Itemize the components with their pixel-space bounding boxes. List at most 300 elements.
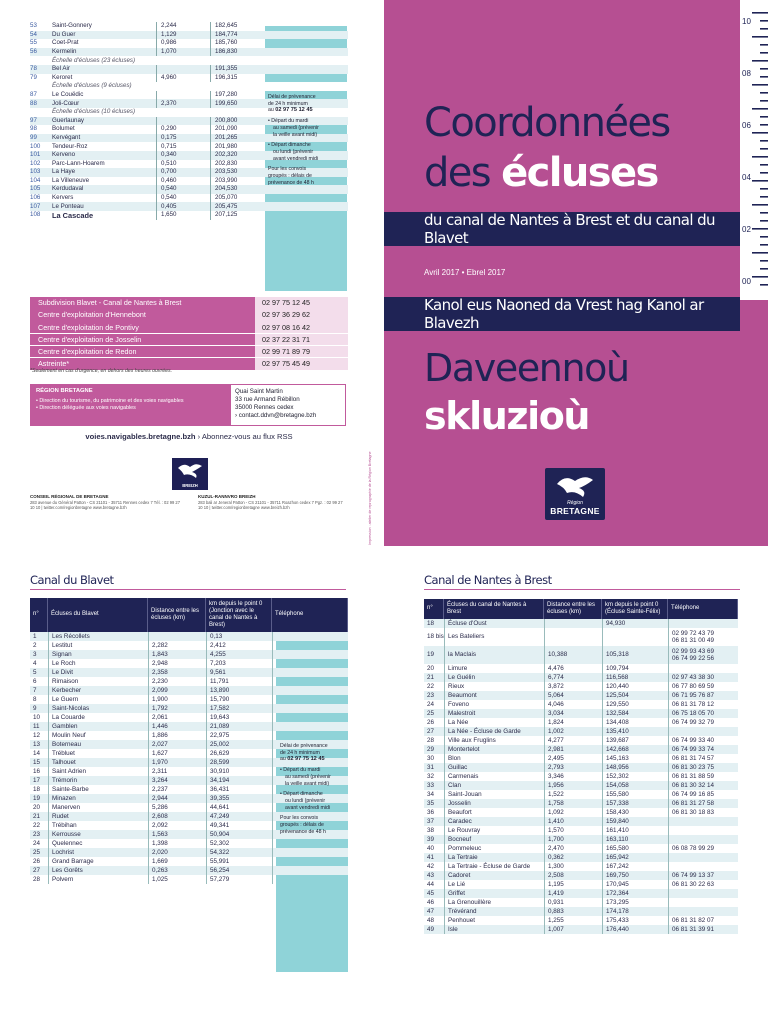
- contact-row: [30, 309, 348, 321]
- phone-number[interactable]: 02 99 93 43 69: [672, 647, 715, 655]
- footnote: *Seulement en cas d'urgence, en dehors des heures ouvrées.: [30, 368, 173, 374]
- lock-phone[interactable]: [668, 664, 738, 673]
- lock-phone[interactable]: [668, 700, 738, 709]
- lock-distance: 1,700: [544, 835, 602, 844]
- lock-km: 7,203: [206, 659, 272, 668]
- lock-distance: 2,092: [148, 821, 206, 830]
- table-row: [424, 646, 738, 664]
- cover-title-fr-line1: Coordonnées: [424, 100, 670, 146]
- table-row: [30, 641, 348, 650]
- lock-distance: [544, 619, 602, 628]
- lock-phone[interactable]: [668, 871, 738, 880]
- lock-km: 116,568: [602, 673, 668, 682]
- gauge-tick: [760, 140, 768, 142]
- lock-name: Limure: [444, 664, 544, 673]
- lock-number: 54: [30, 30, 37, 38]
- ladder-label: Échelle d'écluses (9 écluses): [52, 82, 132, 90]
- section-divider: [424, 589, 740, 590]
- lock-name: Kermelin: [52, 47, 77, 55]
- lock-distance: 4,277: [544, 736, 602, 745]
- lock-phone[interactable]: [668, 889, 738, 898]
- lock-km: 120,440: [602, 682, 668, 691]
- lock-number: 8: [33, 695, 37, 703]
- gauge-tick: [752, 204, 768, 206]
- table-row: [30, 632, 348, 641]
- lock-km: 52,302: [206, 839, 272, 848]
- lock-number: 104: [30, 176, 41, 184]
- lock-name: Isle: [444, 925, 544, 934]
- lock-phone: [272, 632, 348, 641]
- lock-phone[interactable]: [668, 808, 738, 817]
- lock-phone[interactable]: [668, 781, 738, 790]
- lock-name: Talhouet: [48, 758, 148, 767]
- phone-number[interactable]: 06 81 31 00 49: [672, 636, 715, 644]
- lock-number: 17: [33, 776, 41, 784]
- lock-distance: 2,099: [148, 686, 206, 695]
- lock-phone[interactable]: [668, 880, 738, 889]
- lock-phone[interactable]: [668, 817, 738, 826]
- lock-distance: 2,282: [148, 641, 206, 650]
- lock-distance: 1,092: [544, 808, 602, 817]
- lock-phone[interactable]: [668, 754, 738, 763]
- lock-phone[interactable]: [668, 853, 738, 862]
- lock-km: 17,582: [206, 704, 272, 713]
- blavet-section-title: Canal du Blavet: [30, 573, 114, 587]
- phone-number[interactable]: 06 74 99 32 79: [672, 718, 715, 726]
- lock-number: 24: [33, 839, 41, 847]
- contact-phone[interactable]: 02 97 75 12 45: [255, 297, 348, 309]
- lock-phone[interactable]: [668, 925, 738, 934]
- lock-number: 2: [33, 641, 37, 649]
- contact-phone[interactable]: 02 97 36 29 62: [255, 309, 348, 321]
- lock-distance: 1,669: [148, 857, 206, 866]
- lock-km: 197,280: [210, 91, 264, 100]
- table-row: [30, 211, 348, 220]
- gauge-tick: [752, 132, 768, 134]
- lock-distance: 1,522: [544, 790, 602, 799]
- gauge-tick: [752, 156, 768, 158]
- gauge-label: 00: [742, 277, 751, 286]
- lock-km: 152,302: [602, 772, 668, 781]
- contact-phone[interactable]: 02 97 75 45 49: [255, 358, 348, 370]
- lock-number: 27: [427, 727, 435, 735]
- gauge-label: 02: [742, 225, 751, 234]
- column-header: km depuis le point 0 (Jonction avec le canal de Nantes à Brest): [206, 598, 272, 632]
- phone-number[interactable]: 02 97 43 38 30: [672, 673, 715, 681]
- table-row: [30, 695, 348, 704]
- lock-number: 19: [33, 794, 41, 802]
- lock-distance: [156, 65, 210, 74]
- lock-km: 172,364: [602, 889, 668, 898]
- lock-km: 158,430: [602, 808, 668, 817]
- lock-phone[interactable]: [668, 673, 738, 682]
- cover-subtitle-br: Kanol eus Naoned da Vrest hag Kanol ar Blavezh: [384, 297, 740, 331]
- lock-name: Le Couëdic: [52, 90, 84, 98]
- column-header: Distance entre les écluses (km): [148, 598, 206, 632]
- lock-phone[interactable]: [668, 826, 738, 835]
- lock-phone[interactable]: [668, 619, 738, 628]
- lock-number: 53: [30, 22, 37, 30]
- table-header: [424, 599, 738, 619]
- lock-km: 203,990: [210, 177, 264, 186]
- lock-distance: 2,244: [156, 22, 210, 31]
- lock-km: 134,408: [602, 718, 668, 727]
- lock-phone: [272, 695, 348, 704]
- lock-km: 57,279: [206, 875, 272, 884]
- lock-phone[interactable]: [668, 745, 738, 754]
- lock-km: 39,355: [206, 794, 272, 803]
- lock-distance: 1,758: [544, 799, 602, 808]
- lock-name: Guerlaunay: [52, 116, 84, 124]
- lock-km: 196,315: [210, 74, 264, 83]
- table-row: [424, 925, 738, 934]
- lock-distance: 2,020: [148, 848, 206, 857]
- lock-km: 174,178: [602, 907, 668, 916]
- table-row: [424, 736, 738, 745]
- lock-distance: 2,230: [148, 677, 206, 686]
- table-row: [424, 880, 738, 889]
- lock-distance: 1,255: [544, 916, 602, 925]
- lock-name: Trévérand: [444, 907, 544, 916]
- lock-name: Ville aux Fruglins: [444, 736, 544, 745]
- lock-name: Bocneuf: [444, 835, 544, 844]
- lock-km: 25,002: [206, 740, 272, 749]
- cover-title-br-line1: Daveennoù: [424, 346, 629, 390]
- lock-name: Kerdudaval: [52, 185, 84, 193]
- lock-distance: 6,774: [544, 673, 602, 682]
- lock-distance: 2,370: [156, 99, 210, 108]
- lock-name: La Villeneuve: [52, 176, 90, 184]
- lock-number: 5: [33, 668, 37, 676]
- lock-km: 165,580: [602, 844, 668, 853]
- lock-phone[interactable]: [668, 898, 738, 907]
- lock-name: Du Guer: [52, 30, 76, 38]
- lock-km: 199,650: [210, 99, 264, 108]
- lock-name: La Tertraie: [444, 853, 544, 862]
- lock-name: La Née: [444, 718, 544, 727]
- lock-name: Le Guern: [48, 695, 148, 704]
- lock-distance: 2,793: [544, 763, 602, 772]
- lock-name: Saint-Jouan: [444, 790, 544, 799]
- phone-number[interactable]: 06 81 30 32 14: [672, 781, 715, 789]
- lock-phone[interactable]: [668, 691, 738, 700]
- phone-number[interactable]: 06 81 30 18 83: [672, 808, 715, 816]
- lock-number: 21: [33, 812, 41, 820]
- lock-distance: 5,286: [148, 803, 206, 812]
- table-row: [30, 668, 348, 677]
- lock-name: Rimaison: [48, 677, 148, 686]
- lock-distance: 2,608: [148, 812, 206, 821]
- lock-distance: 1,886: [148, 731, 206, 740]
- gauge-tick: [752, 180, 768, 182]
- lock-phone[interactable]: [668, 862, 738, 871]
- phone-number[interactable]: 06 77 80 69 59: [672, 682, 715, 690]
- lock-number: 108: [30, 211, 41, 219]
- table-row: [424, 808, 738, 817]
- lock-name: Parc-Lann-Hoarem: [52, 159, 105, 167]
- table-row: [30, 704, 348, 713]
- lock-km: 9,561: [206, 668, 272, 677]
- column-header: Téléphone: [272, 598, 348, 632]
- lock-name: Foveno: [444, 700, 544, 709]
- lock-number: 46: [427, 898, 435, 906]
- lock-distance: 3,346: [544, 772, 602, 781]
- cover-title-fr-line2: des écluses: [424, 150, 658, 196]
- lock-number: 98: [30, 125, 37, 133]
- lock-number: 15: [33, 758, 41, 766]
- gauge-tick: [760, 148, 768, 150]
- lock-name: Le Ponteau: [52, 202, 84, 210]
- table-row: [424, 682, 738, 691]
- lock-distance: 2,470: [544, 844, 602, 853]
- lock-name: Signan: [48, 650, 148, 659]
- phone-number[interactable]: 06 81 31 39 91: [672, 925, 715, 933]
- gauge-tick: [760, 44, 768, 46]
- lock-phone[interactable]: [668, 907, 738, 916]
- lock-phone[interactable]: [668, 736, 738, 745]
- table-row: [30, 731, 348, 740]
- contact-row: [30, 297, 348, 309]
- table-row: [30, 722, 348, 731]
- lock-km: 2,412: [206, 641, 272, 650]
- gauge-tick: [760, 28, 768, 30]
- table-row: [424, 628, 738, 646]
- phone-number[interactable]: 06 08 78 99 29: [672, 844, 715, 852]
- lock-name: Polvern: [48, 875, 148, 884]
- phone-number[interactable]: 06 81 31 82 07: [672, 916, 715, 924]
- lock-name: Saint-Gonnery: [52, 22, 92, 30]
- gauge-tick: [760, 268, 768, 270]
- lock-distance: 0,540: [156, 185, 210, 194]
- table-row: [424, 898, 738, 907]
- lock-name: Trémorin: [48, 776, 148, 785]
- lock-distance: 1,570: [544, 826, 602, 835]
- lock-km: 165,942: [602, 853, 668, 862]
- lock-distance: 1,627: [148, 749, 206, 758]
- lock-distance: 1,129: [156, 31, 210, 40]
- table-row: [30, 185, 348, 194]
- lock-name: Grand Barrage: [48, 857, 148, 866]
- lock-number: 43: [427, 871, 435, 879]
- phone-number[interactable]: 06 81 30 22 63: [672, 880, 715, 888]
- lock-number: 38: [427, 826, 435, 834]
- lock-km: 139,687: [602, 736, 668, 745]
- phone-number[interactable]: 06 81 31 78 12: [672, 700, 715, 708]
- lock-km: 4,255: [206, 650, 272, 659]
- lock-km: 175,433: [602, 916, 668, 925]
- breizh-logo: [172, 458, 208, 490]
- table-row: [30, 839, 348, 848]
- gauge-tick: [760, 68, 768, 70]
- phone-number[interactable]: 02 99 72 43 79: [672, 629, 715, 637]
- gauge-tick: [752, 108, 768, 110]
- lock-distance: 1,792: [148, 704, 206, 713]
- table-row: [424, 853, 738, 862]
- lock-number: 29: [427, 745, 435, 753]
- lock-number: 4: [33, 659, 37, 667]
- lock-phone[interactable]: [668, 763, 738, 772]
- lock-phone[interactable]: [668, 727, 738, 736]
- column-header: Écluses du canal de Nantes à Brest: [444, 599, 544, 619]
- phone-number[interactable]: 06 71 95 76 87: [672, 691, 715, 699]
- gauge-label: 08: [742, 69, 751, 78]
- phone-number[interactable]: 06 74 99 16 85: [672, 790, 715, 798]
- table-row: [424, 772, 738, 781]
- lock-number: 99: [30, 133, 37, 141]
- lock-phone[interactable]: [668, 628, 738, 646]
- table-row: [424, 799, 738, 808]
- lock-number: 34: [427, 790, 435, 798]
- phone-number[interactable]: 06 74 99 22 56: [672, 654, 715, 662]
- lock-km: 201,265: [210, 134, 264, 143]
- lock-name: Moulin Neuf: [48, 731, 148, 740]
- blavet-locks-table: [30, 598, 348, 884]
- table-row: [30, 82, 348, 91]
- lock-distance: [148, 632, 206, 641]
- lock-number: 21: [427, 673, 435, 681]
- contact-phone[interactable]: 02 97 08 16 42: [255, 321, 348, 333]
- table-row: [30, 677, 348, 686]
- lock-phone[interactable]: [668, 916, 738, 925]
- contact-label: Astreinte*: [30, 358, 255, 370]
- rss-link[interactable]: › Abonnez-vous au flux RSS: [195, 432, 293, 441]
- lock-distance: 2,508: [544, 871, 602, 880]
- table-row: [424, 790, 738, 799]
- delay-note: Délai de prévenance de 24 h minimum au 02 97 75 12 45 • Départ du mardi au samedi (prévenir la veille avant midi) • Départ dimanche ou lundi (prévenir avant vendredi midi Pour les convois groupés : délais de prévenance de 48 h: [268, 94, 319, 186]
- phone-number[interactable]: 06 74 99 33 40: [672, 736, 715, 744]
- lock-name: Penhouet: [444, 916, 544, 925]
- lock-phone: [272, 668, 348, 677]
- lock-distance: 1,398: [148, 839, 206, 848]
- lock-phone[interactable]: [668, 835, 738, 844]
- contact-phone[interactable]: 02 37 22 31 71: [255, 334, 348, 346]
- phone-number[interactable]: 06 75 18 05 70: [672, 709, 715, 717]
- lock-number: 20: [33, 803, 41, 811]
- phone-number[interactable]: 06 81 31 27 58: [672, 799, 715, 807]
- lock-distance: 0,460: [156, 177, 210, 186]
- lock-phone[interactable]: [668, 718, 738, 727]
- lock-km: 148,956: [602, 763, 668, 772]
- cover-date: Avril 2017 • Ebrel 2017: [424, 268, 506, 277]
- phone-number[interactable]: 06 81 30 23 75: [672, 763, 715, 771]
- lock-phone: [272, 704, 348, 713]
- lock-phone[interactable]: [668, 646, 738, 664]
- website-link[interactable]: voies.navigables.bretagne.bzh: [85, 432, 196, 441]
- lock-km: 11,791: [206, 677, 272, 686]
- lock-km: 155,580: [602, 790, 668, 799]
- lock-phone[interactable]: [668, 790, 738, 799]
- gauge-tick: [760, 116, 768, 118]
- lock-number: 22: [33, 821, 41, 829]
- credits: CONSEIL RÉGIONAL DE BRETAGNE 283 avenue du Général Patton - CS 21101 - 35711 Rennes cedex 7 Tél. : 02 99 27 10 10 | twitter.com/regionbretagne www.bretagne.bzh KUZUL-RANNVRO BREIZH 283 bali ar Jeneral Patton - CS 21101 - 35711 Roazhon cedex 7 Pgz. : 02 99 27 10 10 | twitter.com/regionbretagne www.breizh.bzh: [30, 494, 343, 511]
- lock-km: 142,668: [602, 745, 668, 754]
- phone-number[interactable]: 06 81 31 74 57: [672, 754, 715, 762]
- nantes-brest-section-title: Canal de Nantes à Brest: [424, 573, 552, 587]
- gauge-tick: [760, 100, 768, 102]
- lock-number: 25: [427, 709, 435, 717]
- lock-phone: [272, 659, 348, 668]
- water-gauge-graphic: [740, 0, 768, 300]
- lock-distance: 1,563: [148, 830, 206, 839]
- lock-phone: [272, 857, 348, 866]
- table-row: [424, 826, 738, 835]
- lock-distance: 1,419: [544, 889, 602, 898]
- lock-km: 129,550: [602, 700, 668, 709]
- lock-phone: [272, 677, 348, 686]
- phone-number[interactable]: 06 74 99 13 37: [672, 871, 715, 879]
- contact-phone[interactable]: 02 99 71 89 79: [255, 346, 348, 358]
- lock-number: 27: [33, 866, 41, 874]
- table-row: [30, 659, 348, 668]
- lock-name: Bolumet: [52, 125, 75, 133]
- phone-number[interactable]: 06 74 99 33 74: [672, 745, 715, 753]
- phone-number[interactable]: 06 81 31 88 59: [672, 772, 715, 780]
- lock-phone[interactable]: [668, 772, 738, 781]
- lock-km: 201,980: [210, 142, 264, 151]
- table-row: [424, 916, 738, 925]
- gauge-tick: [760, 220, 768, 222]
- table-row: [424, 844, 738, 853]
- lock-km: 105,318: [602, 646, 668, 664]
- lock-name: Le Divit: [48, 668, 148, 677]
- email-link[interactable]: › contact.ddvn@bretagne.bzh: [235, 412, 317, 420]
- table-row: [424, 835, 738, 844]
- table-header: [30, 598, 348, 632]
- table-row: [30, 875, 348, 884]
- lock-number: 106: [30, 194, 41, 202]
- gauge-tick: [760, 188, 768, 190]
- lock-number: 87: [30, 90, 37, 98]
- lock-name: Le Guélin: [444, 673, 544, 682]
- gauge-tick: [760, 164, 768, 166]
- lock-phone[interactable]: [668, 799, 738, 808]
- table-row: [30, 202, 348, 211]
- lock-distance: 2,948: [148, 659, 206, 668]
- lock-name: La Grenouillère: [444, 898, 544, 907]
- table-body: [424, 619, 738, 934]
- gauge-tick: [760, 236, 768, 238]
- lock-distance: 0,290: [156, 125, 210, 134]
- lock-distance: 1,195: [544, 880, 602, 889]
- lock-phone[interactable]: [668, 709, 738, 718]
- lock-distance: 2,027: [148, 740, 206, 749]
- lock-phone: [272, 866, 348, 875]
- lock-km: 204,530: [210, 185, 264, 194]
- table-row: [424, 781, 738, 790]
- lock-number: 20: [427, 664, 435, 672]
- gauge-tick: [760, 172, 768, 174]
- lock-number: 37: [427, 817, 435, 825]
- gauge-label: 04: [742, 173, 751, 182]
- lock-phone[interactable]: [668, 844, 738, 853]
- lock-km: 30,910: [206, 767, 272, 776]
- lock-phone[interactable]: [668, 682, 738, 691]
- gauge-label: 06: [742, 121, 751, 130]
- lock-distance: 4,960: [156, 74, 210, 83]
- lock-name: Kervers: [52, 194, 74, 202]
- lock-number: 7: [33, 686, 37, 694]
- table-row: [424, 763, 738, 772]
- lock-phone: [272, 848, 348, 857]
- lock-distance: 4,046: [544, 700, 602, 709]
- lock-number: 31: [427, 763, 435, 771]
- lock-name: Gamblen: [48, 722, 148, 731]
- gauge-tick: [752, 228, 768, 230]
- lock-distance: 0,405: [156, 202, 210, 211]
- lock-name: Quelennec: [48, 839, 148, 848]
- lock-phone: [272, 686, 348, 695]
- lock-number: 22: [427, 682, 435, 690]
